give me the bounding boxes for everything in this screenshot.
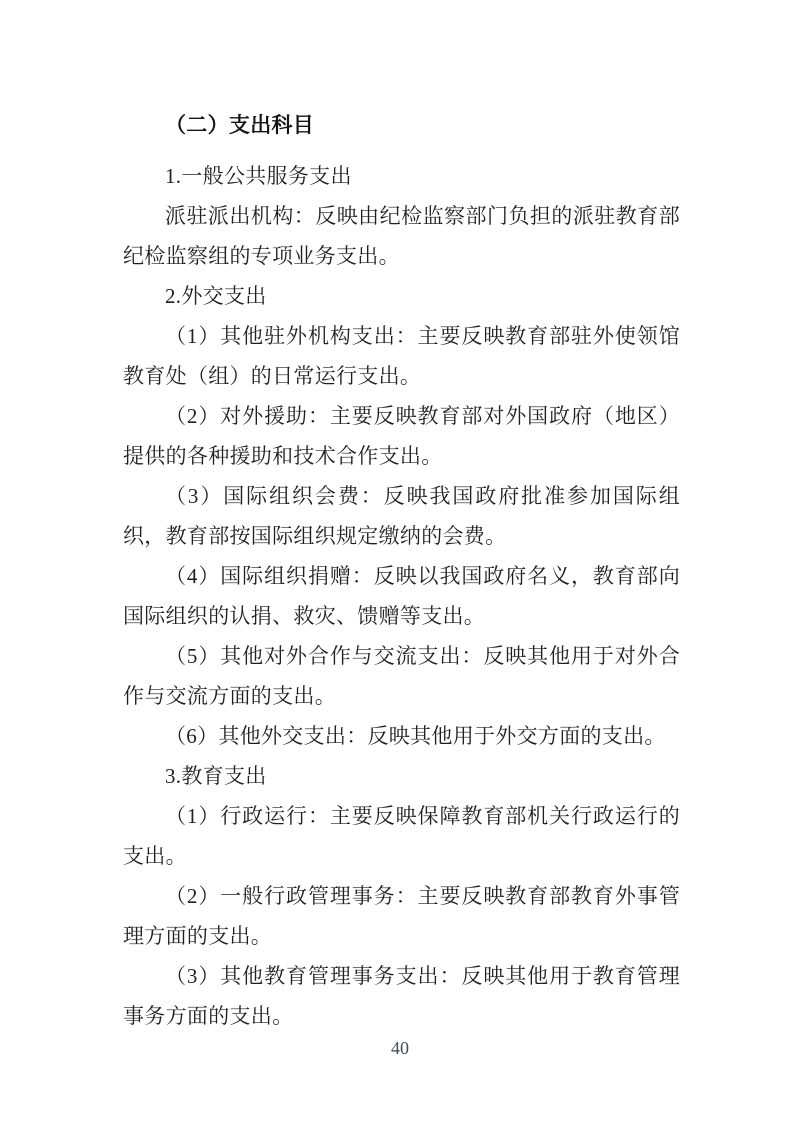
paragraph-dispatched-agencies: 派驻派出机构：反映由纪检监察部门负担的派驻教育部纪检监察组的专项业务支出。: [123, 204, 680, 268]
paragraph-general-admin-affairs: （2）一般行政管理事务：主要反映教育部教育外事管理方面的支出。: [123, 884, 680, 948]
page-footer: [0, 1037, 800, 1059]
section-heading: （二）支出科目: [165, 113, 315, 137]
paragraph-foreign-aid: （2）对外援助：主要反映教育部对外国政府（地区）提供的各种援助和技术合作支出。: [123, 404, 680, 468]
paragraph-other-education-admin: （3）其他教育管理事务支出：反映其他用于教育管理事务方面的支出。: [123, 964, 680, 1028]
paragraph-other-cooperation-exchange: （5）其他对外合作与交流支出：反映其他用于对外合作与交流方面的支出。: [123, 644, 680, 708]
paragraph-admin-operation: （1）行政运行：主要反映保障教育部机关行政运行的支出。: [123, 804, 680, 868]
paragraph-general-public-services: 1.一般公共服务支出: [165, 164, 352, 188]
page-number: 40: [391, 1038, 409, 1058]
document-body: [123, 105, 680, 1036]
paragraph-intl-org-fees: （3）国际组织会费：反映我国政府批准参加国际组织，教育部按国际组织规定缴纳的会费。: [123, 484, 680, 548]
paragraph-intl-org-donations: （4）国际组织捐赠：反映以我国政府名义，教育部向国际组织的认捐、救灾、馈赠等支出。: [123, 564, 680, 628]
paragraph-education-heading: 3.教育支出: [165, 764, 267, 788]
paragraph-diplomacy-heading: 2.外交支出: [165, 284, 267, 308]
paragraph-overseas-agencies: （1）其他驻外机构支出：主要反映教育部驻外使领馆教育处（组）的日常运行支出。: [123, 324, 680, 388]
paragraph-other-diplomacy: （6）其他外交支出：反映其他用于外交方面的支出。: [165, 724, 666, 748]
